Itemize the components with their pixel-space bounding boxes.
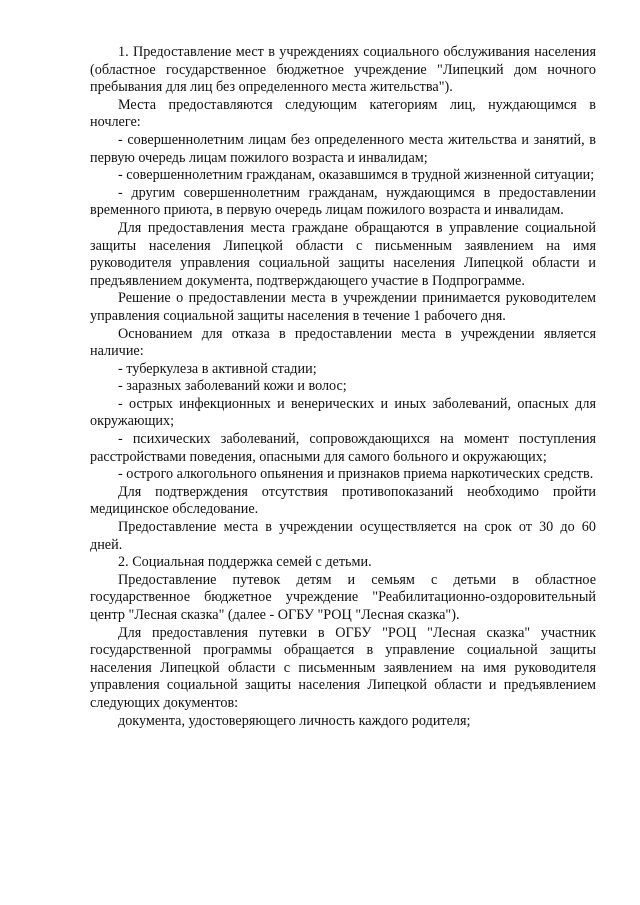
paragraph-decision: Решение о предоставлении места в учреждении принимается руководителем управления социальной защиты населения в течение 1 рабочего дня. [90, 290, 596, 324]
document-body [90, 44, 596, 730]
list-item-difficult-situation: - совершеннолетним гражданам, оказавшимся в трудной жизненной ситуации; [118, 167, 595, 184]
list-item-mental-diseases: - психических заболеваний, сопровождающихся на момент поступления расстройствами поведения, опасными для самого больного и окружающих; [90, 431, 596, 465]
paragraph-section-2-heading: 2. Социальная поддержка семей с детьми. [118, 554, 372, 571]
list-item-infectious-diseases: - острых инфекционных и венерических и иных заболеваний, опасных для окружающих; [90, 395, 596, 430]
paragraph-section-1-heading: 1. Предоставление мест в учреждениях социального обслуживания населения (областное государственное бюджетное учреждение "Липецкий дом ночного пребывания для лиц без определенного места жительства"). [90, 44, 596, 96]
paragraph-term: Предоставление места в учреждении осуществляется на срок от 30 до 60 дней. [90, 519, 596, 553]
list-item-identity-document: документа, удостоверяющего личность каждого родителя; [118, 712, 471, 729]
paragraph-voucher-application: Для предоставления путевки в ОГБУ "РОЦ "Лесная сказка" участник государственной программы обращается в управление социальной защиты населения Липецкой области с письменным заявлением на имя руководителя управления социальной защиты населения Липецкой области и предъявлением следующих документов: [90, 624, 596, 711]
list-item-skin-diseases: - заразных заболеваний кожи и волос; [118, 378, 347, 395]
list-item-temporary-shelter: - другим совершеннолетним гражданам, нуждающимся в предоставлении временного приюта, в первую очередь лицам пожилого возраста и инвалидам. [90, 184, 596, 219]
list-item-homeless: - совершеннолетним лицам без определенного места жительства и занятий, в первую очередь лицам пожилого возраста и инвалидам; [90, 131, 596, 166]
paragraph-refusal-grounds: Основанием для отказа в предоставлении места в учреждении является наличие: [90, 325, 596, 360]
paragraph-vouchers: Предоставление путевок детям и семьям с детьми в областное государственное бюджетное учреждение "Реабилитационно-оздоровительный центр "Лесная сказка" (далее - ОГБУ "РОЦ "Лесная сказка"). [90, 571, 596, 623]
list-item-intoxication: - острого алкогольного опьянения и признаков приема наркотических средств. [118, 466, 594, 483]
paragraph-categories-intro: Места предоставляются следующим категориям лиц, нуждающимся в ночлеге: [90, 96, 596, 131]
list-item-tuberculosis: - туберкулеза в активной стадии; [118, 360, 317, 377]
paragraph-medical-exam: Для подтверждения отсутствия противопоказаний необходимо пройти медицинское обследование. [90, 483, 596, 518]
paragraph-application: Для предоставления места граждане обращаются в управление социальной защиты населения Липецкой области с письменным заявлением на имя руководителя управления социальной защиты населения Липецкой области и предъявлением документа, подтверждающего участие в Подпрограмме. [90, 219, 596, 289]
